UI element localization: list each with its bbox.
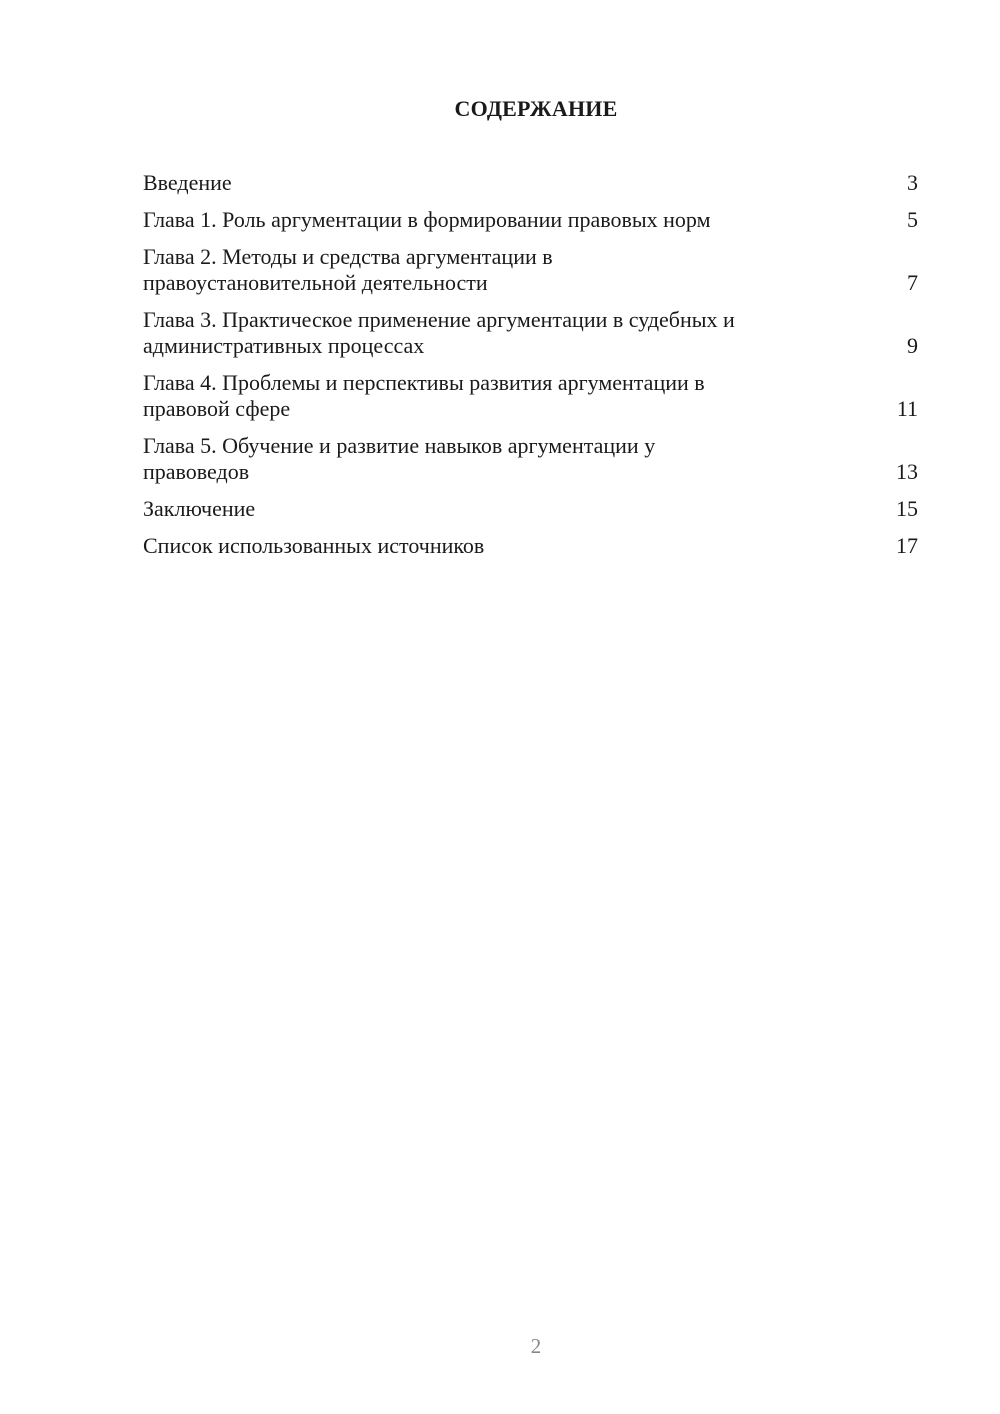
toc-entry-title <box>143 370 888 422</box>
toc-entry-title-line: Глава 4. Проблемы и перспективы развития аргументации в <box>143 370 705 395</box>
toc-entry-chapter-5 <box>143 433 918 485</box>
toc-entry-title-line: Глава 5. Обучение и развитие навыков аргументации у <box>143 433 656 458</box>
toc-entry-title <box>143 244 888 296</box>
toc-entry-page: 11 <box>896 396 918 421</box>
toc-entry-title <box>143 207 888 233</box>
toc-entry-title-line: правовой сфере <box>143 396 291 421</box>
toc-entry-title <box>143 307 888 359</box>
toc-entry-title-line: Заключение <box>143 496 256 521</box>
toc-entry-page: 7 <box>907 270 918 295</box>
toc-entry-title <box>143 433 888 485</box>
toc-entry-chapter-4 <box>143 370 918 422</box>
toc-entry-page: 17 <box>896 533 918 558</box>
toc-entry-title-line: Список использованных источников <box>143 533 485 558</box>
toc-entry-page: 13 <box>896 459 918 484</box>
toc-entry-title-line: административных процессах <box>143 333 425 358</box>
toc-entry-page: 5 <box>907 207 918 232</box>
toc-entry-chapter-1 <box>143 207 918 233</box>
table-of-contents <box>143 170 918 570</box>
toc-entry-title <box>143 533 888 559</box>
page-number: 2 <box>530 1334 542 1358</box>
toc-entry-references <box>143 533 918 559</box>
toc-entry-chapter-2 <box>143 244 918 296</box>
toc-entry-title-line: правоустановительной деятельности <box>143 270 488 295</box>
toc-entry-page: 15 <box>896 496 918 521</box>
toc-entry-page: 9 <box>907 333 918 358</box>
toc-entry-page: 3 <box>907 170 918 195</box>
toc-entry-title-line: Глава 2. Методы и средства аргументации в <box>143 244 553 269</box>
toc-entry-title <box>143 170 888 196</box>
toc-entry-chapter-3 <box>143 307 918 359</box>
toc-entry-title-line: Глава 1. Роль аргументации в формировании правовых норм <box>143 207 711 232</box>
toc-entry-title-line: Введение <box>143 170 232 195</box>
toc-entry-title-line: правоведов <box>143 459 250 484</box>
toc-entry-title-line: Глава 3. Практическое применение аргументации в судебных и <box>143 307 735 332</box>
toc-entry-title <box>143 496 888 522</box>
toc-entry-conclusion <box>143 496 918 522</box>
toc-entry-introduction <box>143 170 918 196</box>
page-title: СОДЕРЖАНИЕ <box>454 96 618 121</box>
